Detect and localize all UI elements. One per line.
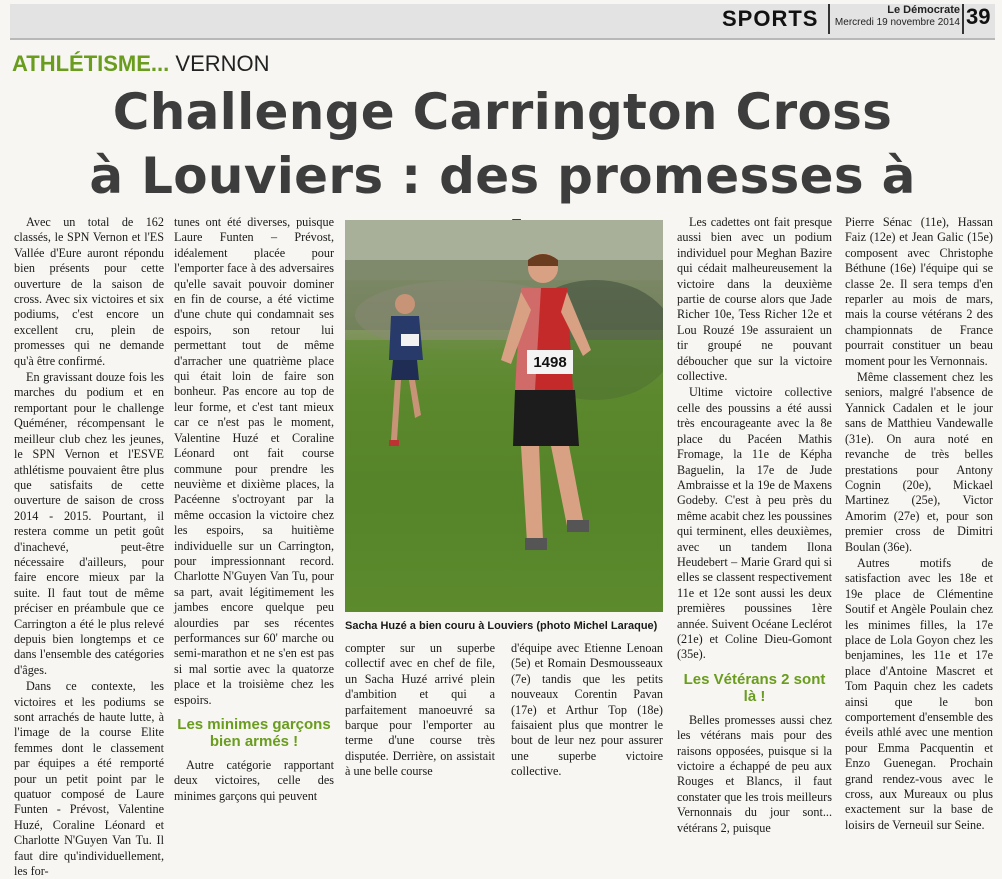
paragraph: Pierre Sénac (11e), Hassan Faiz (12e) et Jean Galic (15e) composent avec Christophe Béthune (16e) l'équipe qui se classe 2e. Il sera temps d'en reparler au mois de mars, mais la course vétérans 2 des championnats de France pourrait constituer un beau moment pour les Vernonnais. [845,215,993,368]
paragraph: Avec un total de 162 classés, le SPN Vernon et l'ES Vallée d'Eure auront répondu bien présents pour cette ouverture de la saison de cross. Avec six victoires et six podiums, c'est encore un excellent cru, plein de promesses qui ne demande qu'à être confirmé. [14,215,164,368]
issue-date: Mercredi 19 novembre 2014 [834,17,960,28]
header-divider [962,4,964,34]
kicker-location: VERNON [175,51,270,76]
paragraph: Ultime victoire collective celle des poussins a été aussi très encourageante avec la 8e place du Pacéen Mathis Fromage, la 11e de Képha Baguelin, la 17e de Jude Ambraisse et la 19e de Maxens Godeby. C'est à peu près du même acabit chez les poussines qui terminent, elles deuxièmes, avec un tandem Ilona Heudebert – Marie Grard qui si elles se classent respectivement 11e et 12e sont aussi les deux premières poussines 1ère année. Suivent Océane Leclérot (21e) et Coline Dieu-Gomont (35e). [677,385,832,662]
paragraph: Les cadettes ont fait presque aussi bien avec un podium individuel pour Meghan Bazire qui cédait malheureusement la victoire dans la deuxième partie de course alors que Jade Richer 10e, Tess Richer 12e et Lou Rouzé 19e assuraient un tir groupé ne pouvant déboucher que sur la victoire collective. [677,215,832,384]
paragraph: d'équipe avec Etienne Lenoan (5e) et Romain Desmousseaux (7e) tandis que les petits nouveaux Corentin Pavan (17e) et Arthur Top (18e) faisaient plus que montrer le bout de leur nez pour assurer une superbe victoire collective. [511,641,663,779]
article-column-6 [845,215,993,833]
paragraph: En gravissant douze fois les marches du podium et en remportant pour le challenge Quéméner, récompensant le meilleur club chez les jeunes, le SPN Vernon et l'ESVE athlétisme pouvaient être plus que satisfaits de cette ouverture de saison de cross 2014 - 2015. Pourtant, il restera comme un petit goût d'inachevé, peut-être nécessaire d'ailleurs, pour faire encore mieux par la suite. Il faut tout de même préciser en préambule que ce Carrington a été le plus relevé depuis bien longtemps et ce dans l'ensemble des catégories d'âges. [14,370,164,677]
race-photo-illustration [345,220,663,612]
newspaper-name: Le Démocrate [887,4,960,16]
paragraph: tunes ont été diverses, puisque Laure Funten – Prévost, idéalement placée pour l'emporter face à des adversaires qu'elle savait pouvoir dominer en fin de course, a été victime d'une chute qui condamnait ses espoirs, son retour lui permettant tout de même d'arracher une quatrième place qui était loin de faire son bonheur. Pas encore au top de leur forme, et c'est tant mieux car ce n'est pas le moment, Valentine Huzé et Coraline Léonard ont fait course commune pour prendre les neuvième et dixième places, la Pacéenne s'octroyant par la même occasion la victoire chez les espoirs, sa huitième individuelle sur un Carrington, pour impressionnant record. Charlotte N'Guyen Van Tu, pour sa part, avait légitimement les jambes encore quelque peu alourdies par ses récentes performances sur 60' marche ou semi-marathon et ne s'en est pas si mal sortie avec la quatorze place et la troisième chez les espoirs. [174,215,334,707]
section-label: SPORTS [722,6,819,31]
headline-line: Challenge Carrington Cross [112,83,893,141]
newspaper-block [830,4,960,28]
subheading: Les Vétérans 2 sont là ! [683,670,826,705]
article-column-4 [511,641,663,780]
article-column-1 [14,215,164,879]
article-kicker [12,51,270,77]
article-column-5 [677,215,832,836]
kicker-category: ATHLÉTISME... [12,51,170,76]
paragraph: compter sur un superbe collectif avec en chef de file, un Sacha Huzé arrivé plein d'ambition et qui a parfaitement manoeuvré sa barque pour l'emporter au terme d'une course très disputée. Derrière, on assistait à une belle course [345,641,495,779]
headline-line: à Louviers : des promesses à [89,147,916,205]
paragraph: Autre catégorie rapportant deux victoires, celle des minimes garçons qui peuvent [174,758,334,803]
article-column-3 [345,641,495,780]
paragraph: Belles promesses aussi chez les vétérans mais pour des raisons opposées, puisque si la victoire a échappé de peu aux Rouges et Blancs, il faut constater que les trois meilleurs Vernonnais du jour sont... vétérans 2, puisque [677,712,832,835]
paragraph: Dans ce contexte, les victoires et les podiums se sont arrachés de haute lutte, à l'image de la course Elite femmes dont le classement par équipes a été remporté pour un petit point par le quatuor composé de Laure Funten - Prévost, Valentine Huzé, Coraline Léonard et Charlotte N'Guyen Van Tu. Il faut dire qu'individuellement, les for- [14,679,164,879]
page-number: 39 [966,4,991,29]
subheading: Les minimes garçons bien armés ! [177,716,331,750]
paragraph: Même classement chez les seniors, malgré l'absence de Yannick Cadalen et le jour sans de Matthieu Vandewalle (31e). On aura noté en revanche de très belles prestations pour Antony Cognin (20e), Mickael Martinez (25e), Victor Amorim (27e) et, pour son premier cross de Dimitri Boulan (36e). [845,370,993,554]
paragraph: Autres motifs de satisfaction avec les 18e et 19e place de Clémentine Soutif et Angèle Poulain chez les minimes filles, la 17e place de Lola Goyon chez les benjamines, les 11e et 17e place d'Antoine Mascret et Tom Paquin chez les cadets ainsi que le bon comportement d'ensemble des éveils athlé avec une mention pour Emma Pacquentin et Enzo Guenegan. Prochain grand rendez-vous avec le cross, aux Mureaux ou plus exactement sur la base de loisirs de Verneuil sur Seine. [845,555,993,832]
photo-caption: Sacha Huzé a bien couru à Louviers (photo Michel Laraque) [345,620,658,632]
article-column-2 [174,215,334,804]
race-bib: 1498 [533,354,567,371]
race-photo [345,220,663,612]
